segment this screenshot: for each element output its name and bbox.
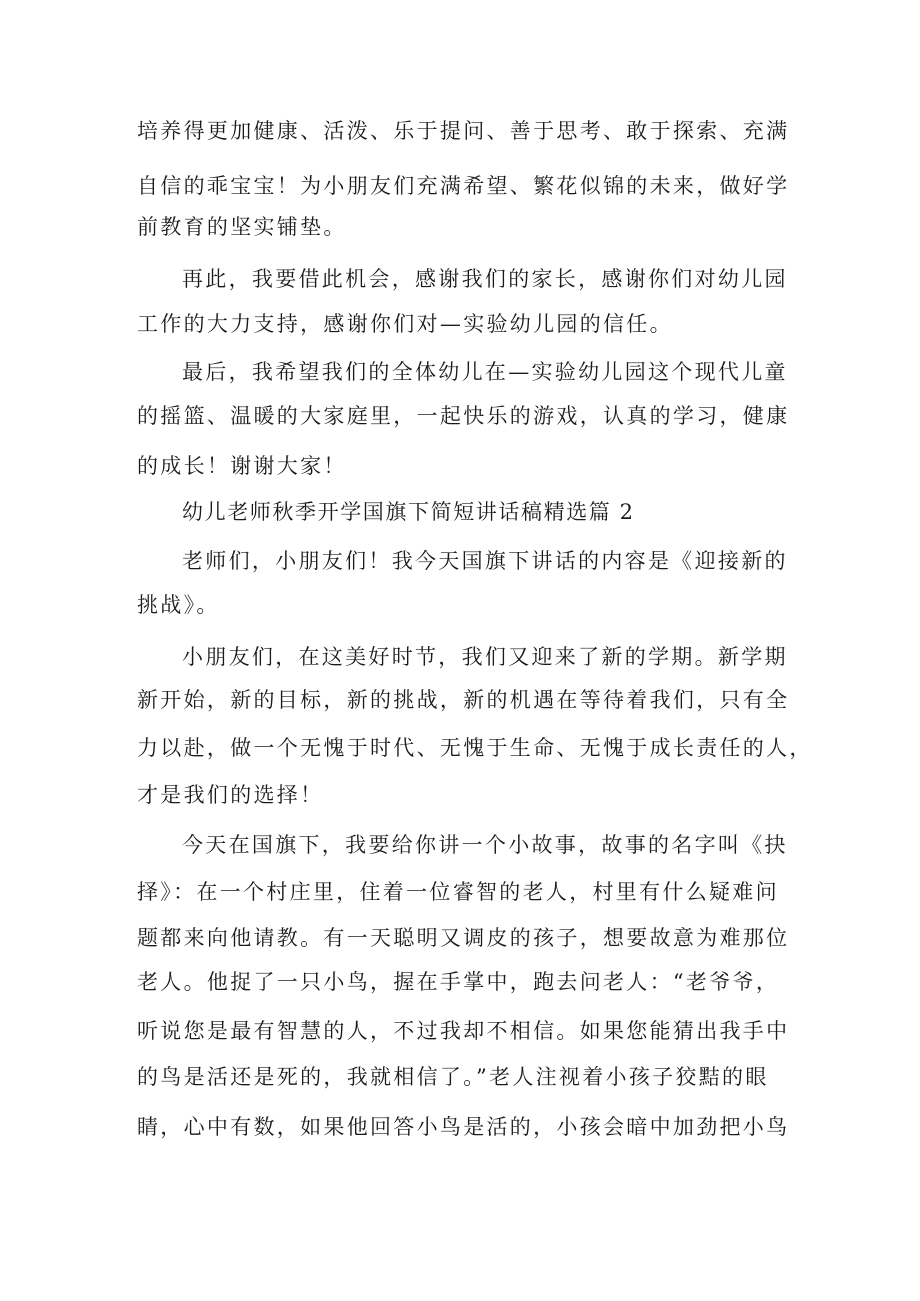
text-line: 培养得更加健康、活泼、乐于提问、善于思考、敢于探索、充满: [137, 119, 790, 143]
text-line: 前教育的坚实铺垫。: [137, 215, 347, 239]
text-line: 最后，我希望我们的全体幼儿在—实验幼儿园这个现代儿童: [182, 360, 788, 384]
text-line: 小朋友们，在这美好时节，我们又迎来了新的学期。新学期: [182, 645, 788, 669]
text-line: 听说您是最有智慧的人，不过我却不相信。如果您能猜出我手中: [137, 1019, 790, 1043]
text-line: 择》：在一个村庄里，住着一位睿智的老人，村里有什么疑难问: [137, 880, 779, 904]
text-line: 老人。他捉了一只小鸟，握在手掌中，跑去问老人：“老爷爷，: [137, 970, 780, 994]
text-line: 工作的大力支持，感谢你们对—实验幼儿园的信任。: [137, 312, 673, 336]
text-line: 今天在国旗下，我要给你讲一个小故事，故事的名字叫《抉: [182, 833, 788, 857]
section-heading: 幼儿老师秋季开学国旗下简短讲话稿精选篇 2: [182, 500, 635, 524]
text-line: 的鸟是活还是死的，我就相信了。”老人注视着小孩子狡黠的眼: [137, 1065, 769, 1089]
text-line: 才是我们的选择！: [137, 783, 324, 807]
text-line: 老师们，小朋友们！我今天国旗下讲话的内容是《迎接新的: [182, 549, 788, 573]
text-line: 自信的乖宝宝！为小朋友们充满希望、繁花似锦的未来，做好学: [137, 174, 790, 198]
text-line: 新开始，新的目标，新的挑战，新的机遇在等待着我们，只有全: [137, 688, 790, 712]
text-line: 再此，我要借此机会，感谢我们的家长，感谢你们对幼儿园: [182, 267, 788, 291]
text-line: 题都来向他请教。有一天聪明又调皮的孩子，想要故意为难那位: [137, 926, 790, 950]
text-line: 睛，心中有数，如果他回答小鸟是活的，小孩会暗中加劲把小鸟: [137, 1115, 790, 1139]
text-line: 挑战》。: [137, 593, 220, 617]
text-line: 的成长！谢谢大家！: [137, 454, 347, 478]
text-line: 的摇篮、温暖的大家庭里，一起快乐的游戏，认真的学习，健康: [137, 404, 790, 428]
text-line: 力以赴，做一个无愧于时代、无愧于生命、无愧于成长责任的人，: [137, 736, 813, 760]
